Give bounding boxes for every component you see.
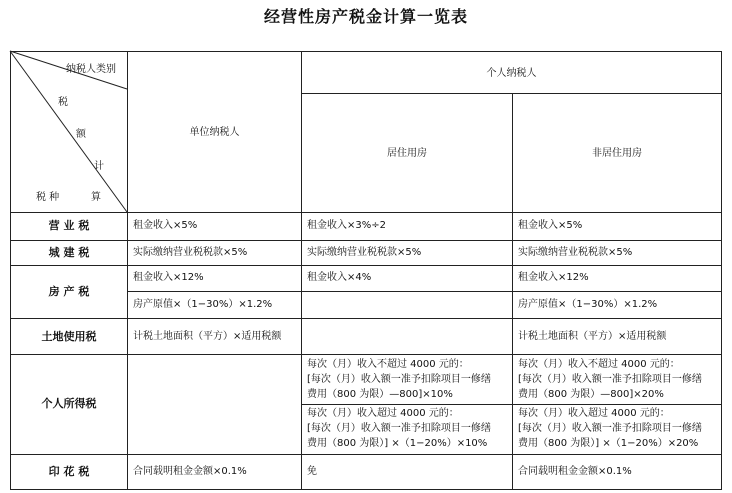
income-nonres-over-4000-line2: [每次（月）收入额一准予扣除项目一修缮 (518, 423, 702, 434)
corner-tax: 税 (58, 97, 68, 108)
property-non-residential-original-value: 房产原值×（1−30%）×1.2% (518, 299, 658, 310)
land-unit: 计税土地面积（平方）×适用税额 (133, 331, 282, 342)
row-name-stamp-tax: 印 花 税 (48, 465, 90, 478)
stamp-unit: 合同载明租金金额×0.1% (133, 466, 247, 477)
row-name-income-tax: 个人所得税 (41, 397, 97, 410)
income-res-under-4000-line2: [每次（月）收入额一准予扣除项目一修缮 (307, 374, 491, 385)
income-nonres-over-4000-line1: 每次（月）收入超过 4000 元的： (518, 408, 670, 419)
income-res-under-4000-line3: 费用（800 为限）—800]×10% (307, 389, 453, 400)
urban-unit: 实际缴纳营业税税款×5% (133, 247, 248, 258)
land-non-residential: 计税土地面积（平方）×适用税额 (518, 331, 667, 342)
corner-tax-type: 税 种 算 (36, 192, 101, 203)
page-title: 经营性房产税金计算一览表 (263, 7, 468, 26)
income-res-over-4000-line1: 每次（月）收入超过 4000 元的： (307, 408, 459, 419)
row-name-business-tax: 营 业 税 (48, 219, 90, 232)
col-individual-taxpayer: 个人纳税人 (486, 68, 537, 79)
business-non-residential: 租金收入×5% (518, 220, 583, 231)
col-non-residential: 非居住用房 (592, 148, 642, 159)
property-unit-original-value: 房产原值×（1−30%）×1.2% (133, 299, 273, 310)
row-name-property-tax: 房 产 税 (48, 285, 90, 298)
income-nonres-under-4000-line1: 每次（月）收入不超过 4000 元的： (518, 359, 680, 370)
urban-non-residential: 实际缴纳营业税税款×5% (518, 247, 633, 258)
col-residential: 居住用房 (387, 148, 427, 159)
business-residential: 租金收入×3%÷2 (307, 220, 386, 231)
property-non-residential-rent: 租金收入×12% (518, 272, 589, 283)
income-nonres-under-4000-line3: 费用（800 为限）—800]×20% (518, 389, 664, 400)
business-unit: 租金收入×5% (133, 220, 198, 231)
col-unit-taxpayer: 单位纳税人 (189, 127, 240, 138)
stamp-residential: 免 (307, 466, 317, 477)
income-res-over-4000-line3: 费用（800 为限）] ×（1−20%）×10% (307, 438, 488, 449)
stamp-non-residential: 合同载明租金金额×0.1% (518, 466, 632, 477)
income-res-over-4000-line2: [每次（月）收入额一准予扣除项目一修缮 (307, 423, 491, 434)
income-nonres-under-4000-line2: [每次（月）收入额一准予扣除项目一修缮 (518, 374, 702, 385)
income-nonres-over-4000-line3: 费用（800 为限）] ×（1−20%）×20% (518, 438, 699, 449)
property-unit-rent: 租金收入×12% (133, 272, 204, 283)
corner-amount: 额 (76, 129, 86, 140)
corner-calc: 计 (94, 161, 104, 172)
urban-residential: 实际缴纳营业税税款×5% (307, 247, 422, 258)
property-residential-rent: 租金收入×4% (307, 272, 372, 283)
corner-taxpayer-type: 纳税人类别 (66, 64, 116, 75)
row-name-urban-tax: 城 建 税 (48, 246, 90, 259)
income-res-under-4000-line1: 每次（月）收入不超过 4000 元的： (307, 359, 469, 370)
row-name-land-use-tax: 土地使用税 (41, 330, 97, 343)
